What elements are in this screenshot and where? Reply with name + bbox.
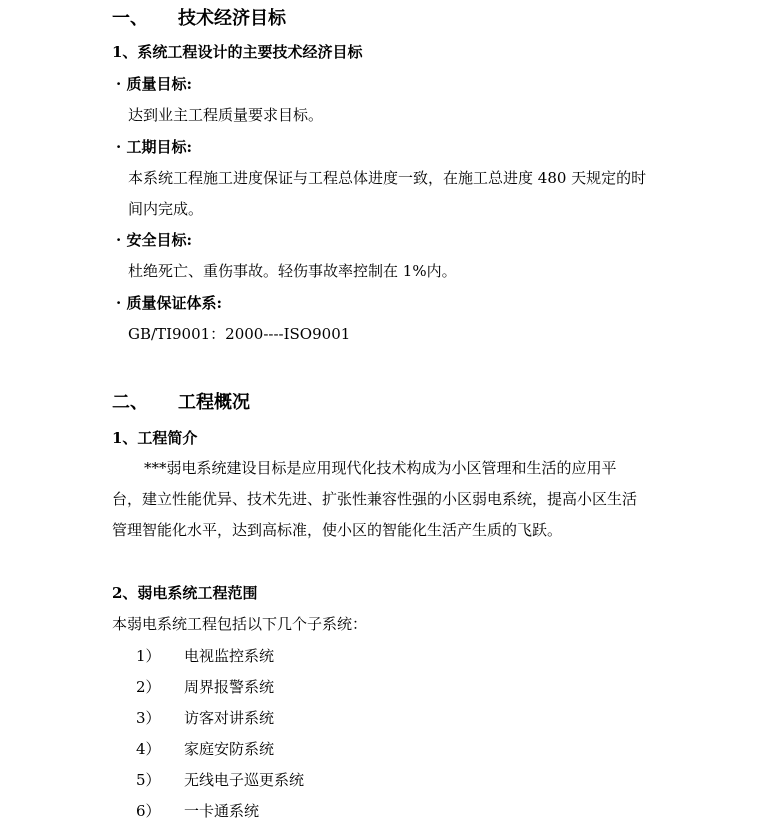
list-item-number: 5） bbox=[136, 771, 161, 789]
list-item-number: 4） bbox=[136, 740, 161, 758]
list-item-number: 1） bbox=[136, 647, 161, 665]
section-2-number: 二、 bbox=[112, 392, 148, 413]
list-item-number: 2） bbox=[136, 678, 161, 696]
subsection-1-1-heading: 1、系统工程设计的主要技术经济目标 bbox=[112, 43, 363, 61]
list-item-number: 3） bbox=[136, 709, 161, 727]
safety-goal-label: · 安全目标: bbox=[116, 231, 192, 249]
list-item bbox=[136, 707, 274, 728]
section-2-heading bbox=[112, 388, 250, 414]
list-item-text: 电视监控系统 bbox=[184, 647, 275, 665]
quality-assurance-text: GB/TI9001：2000----ISO9001 bbox=[128, 325, 351, 343]
list-item-text: 访客对讲系统 bbox=[184, 709, 275, 727]
intro-paragraph-line-2: 台，建立性能优异、技术先进、扩张性兼容性强的小区弱电系统，提高小区生活 bbox=[112, 490, 638, 508]
list-item-text: 周界报警系统 bbox=[184, 678, 275, 696]
list-item-text: 一卡通系统 bbox=[184, 802, 260, 820]
safety-goal-text: 杜绝死亡、重伤事故。轻伤事故率控制在 1%内。 bbox=[128, 262, 457, 280]
scope-intro-text: 本弱电系统工程包括以下几个子系统： bbox=[112, 615, 368, 633]
list-item bbox=[136, 800, 259, 821]
list-item bbox=[136, 645, 274, 666]
intro-paragraph-line-3: 管理智能化水平，达到高标准，使小区的智能化生活产生质的飞跃。 bbox=[112, 521, 563, 539]
section-1-heading bbox=[112, 4, 286, 30]
schedule-goal-text-line-1: 本系统工程施工进度保证与工程总体进度一致，在施工总进度 480 天规定的时 bbox=[128, 169, 647, 187]
list-item bbox=[136, 676, 274, 697]
section-1-title: 技术经济目标 bbox=[178, 8, 286, 29]
list-item-text: 无线电子巡更系统 bbox=[184, 771, 305, 789]
intro-paragraph-line-1: ***弱电系统建设目标是应用现代化技术构成为小区管理和生活的应用平 bbox=[144, 459, 617, 477]
quality-goal-label: · 质量目标: bbox=[116, 75, 192, 93]
quality-goal-text: 达到业主工程质量要求目标。 bbox=[128, 106, 324, 124]
list-item bbox=[136, 769, 304, 790]
section-1-number: 一、 bbox=[112, 8, 148, 29]
list-item bbox=[136, 738, 274, 759]
schedule-goal-label: · 工期目标: bbox=[116, 138, 192, 156]
list-item-number: 6） bbox=[136, 802, 161, 820]
section-2-title: 工程概况 bbox=[178, 392, 250, 413]
list-item-text: 家庭安防系统 bbox=[184, 740, 275, 758]
schedule-goal-text-line-2: 间内完成。 bbox=[128, 200, 204, 218]
subsection-2-2-heading: 2、弱电系统工程范围 bbox=[112, 584, 258, 602]
subsection-2-1-heading: 1、工程简介 bbox=[112, 429, 198, 447]
quality-assurance-label: · 质量保证体系: bbox=[116, 294, 222, 312]
